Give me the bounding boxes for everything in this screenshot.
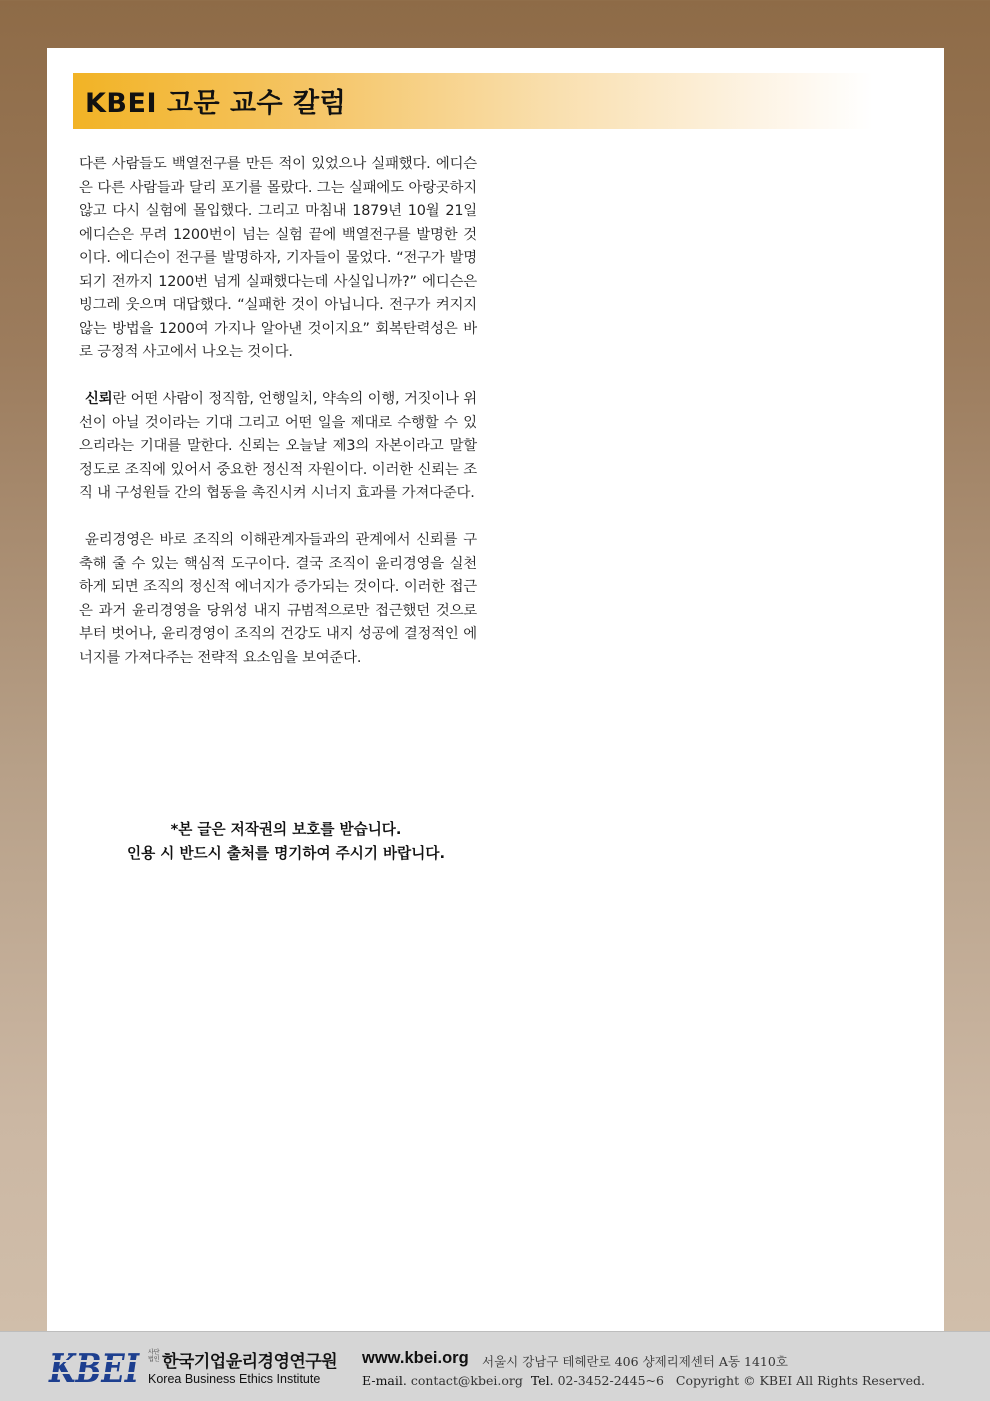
paragraph-trust — [79, 388, 477, 506]
copyright-line-1: *본 글은 저작권의 보호를 받습니다. — [170, 821, 402, 838]
title-banner — [73, 73, 873, 129]
kbei-logo-text: KBEI — [48, 1349, 140, 1387]
address-text: 서울시 강남구 테헤란로 406 샹제리제센터 A동 1410호 — [482, 1354, 788, 1369]
org-type-line-1: 사단 — [148, 1349, 160, 1356]
org-type-line-2: 법인 — [148, 1356, 160, 1363]
website-link[interactable]: www.kbei.org — [362, 1349, 469, 1367]
contact-line — [362, 1373, 925, 1388]
email-label: E-mail. — [362, 1373, 407, 1388]
trust-definition: 란 어떤 사람이 정직함, 언행일치, 약속의 이행, 거짓이나 위선이 아닐 것이라는 기대 그리고 어떤 일을 제대로 수행할 수 있으리라는 기대를 말한다. 신뢰는 오늘날 제3의 자본이라고 말할 정도로 조직에 있어서 중요한 정신적 자원이다. 이러한 신뢰는 조직 내 구성원들 간의 협동을 촉진시켜 시너지 효과를 가져다준다. — [79, 391, 477, 501]
trust-term: 신뢰 — [85, 391, 113, 407]
org-name-english: Korea Business Ethics Institute — [148, 1372, 321, 1386]
org-name-korean: 한국기업윤리경영연구원 — [162, 1352, 338, 1372]
tel-label: Tel. — [530, 1373, 554, 1388]
page-title: KBEI 고문 교수 칼럼 — [85, 88, 347, 119]
org-type-label — [148, 1349, 162, 1363]
kbei-logo — [48, 1349, 140, 1387]
copyright-notice — [79, 818, 493, 866]
footer-copyright: Copyright © KBEI All Rights Reserved. — [675, 1373, 925, 1388]
paragraph-ethics: 윤리경영은 바로 조직의 이해관계자들과의 관계에서 신뢰를 구축해 줄 수 있는 핵심적 도구이다. 결국 조직이 윤리경영을 실천하게 되면 조직의 정신적 에너지가 증가되는 것이다. 이러한 접근은 과거 윤리경영을 당위성 내지 규범적으로만 접근했던 것으로부터 벗어나, 윤리경영이 조직의 건강도 내지 성공에 결정적인 에너지를 가져다주는 전략적 요소임을 보여준다. — [79, 532, 477, 666]
article-body — [79, 153, 477, 694]
tel-number: 02-3452-2445~6 — [557, 1373, 664, 1388]
page-footer — [0, 1331, 990, 1401]
copyright-line-2: 인용 시 반드시 출처를 명기하여 주시기 바랍니다. — [127, 845, 445, 862]
email-link[interactable]: contact@kbei.org — [410, 1373, 523, 1388]
paragraph-edison: 다른 사람들도 백열전구를 만든 적이 있었으나 실패했다. 에디슨은 다른 사람들과 달리 포기를 몰랐다. 그는 실패에도 아랑곳하지 않고 다시 실험에 몰입했다. 그리고 마침내 1879년 10월 21일 에디슨은 무려 1200번이 넘는 실험 끝에 백열전구를 발명한 것이다. 에디슨이 전구를 발명하자, 기자들이 물었다. “전구가 발명되기 전까지 1200번 넘게 실패했다는데 사실입니까?” 에디슨은 빙그레 웃으며 대답했다. “실패한 것이 아닙니다. 전구가 켜지지 않는 방법을 1200여 가지나 알아낸 것이지요” 회복탄력성은 바로 긍정적 사고에서 나오는 것이다. — [79, 156, 477, 360]
document-page — [47, 48, 944, 1331]
